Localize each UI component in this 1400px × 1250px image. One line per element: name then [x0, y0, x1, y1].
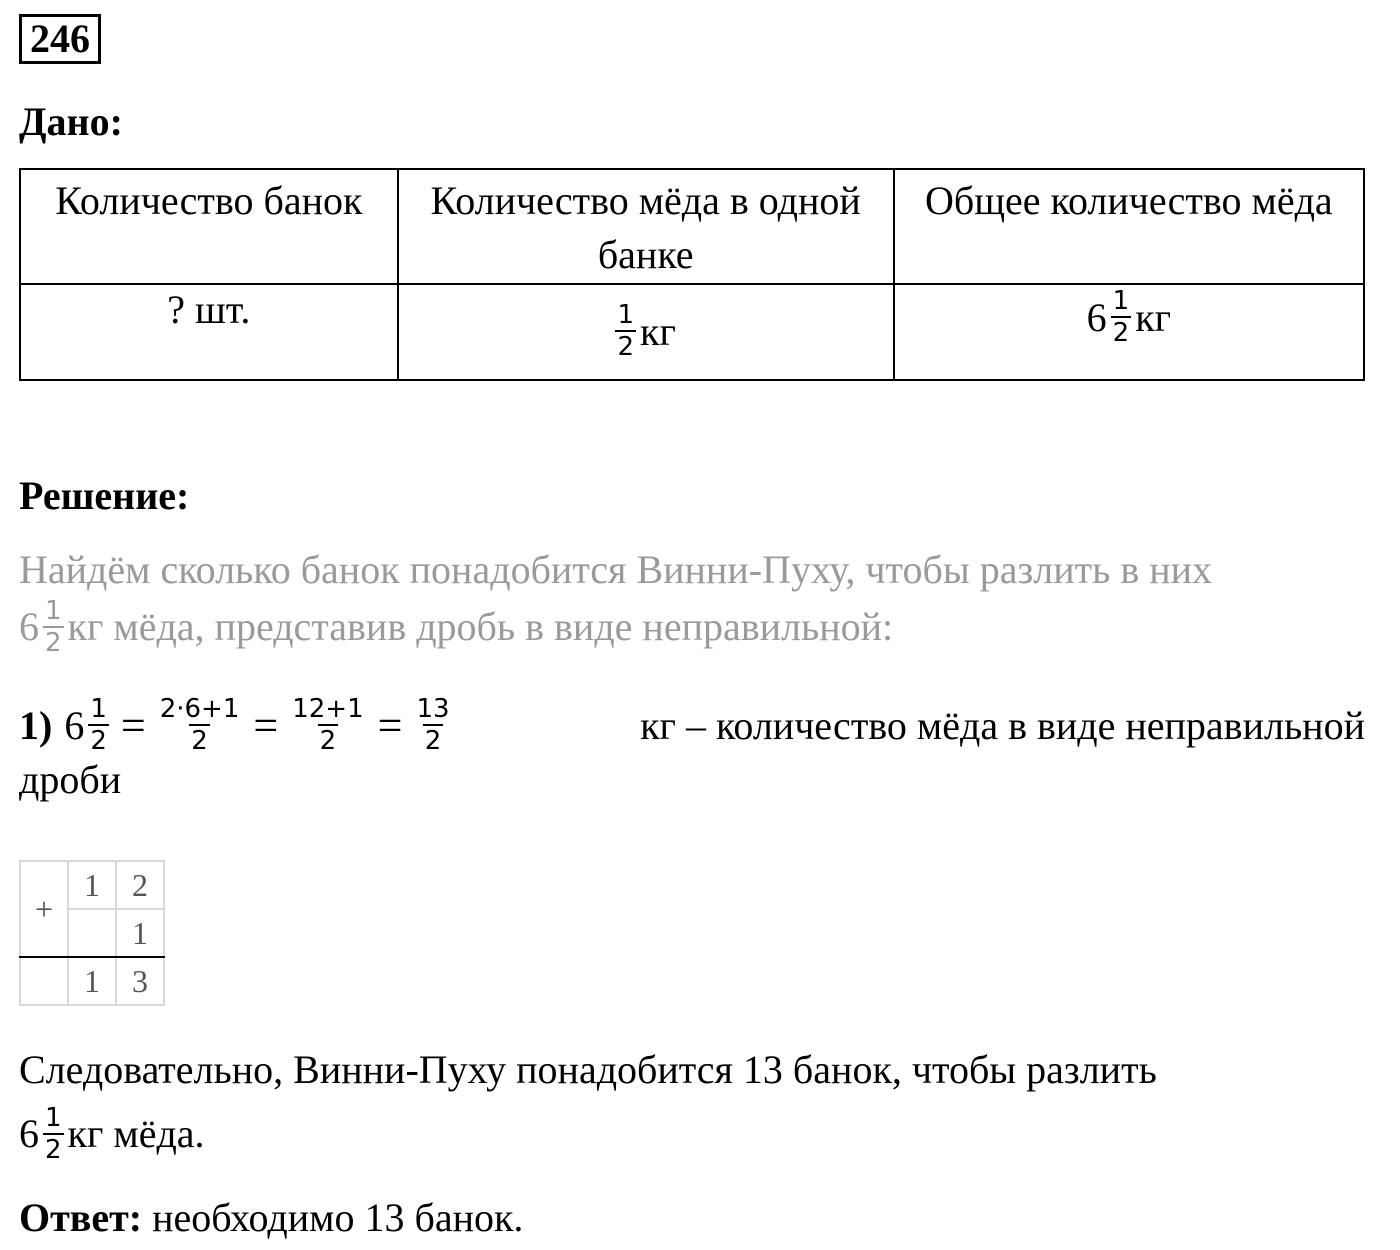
value-total-honey: 6 $\frac{1}{2}$ кг — [894, 284, 1364, 380]
value-honey-per-jar: $\frac{1}{2}$ кг — [398, 284, 894, 380]
fraction: $\frac{13}{2}$ — [416, 694, 450, 756]
column-addition: + 1 2 1 1 3 — [19, 860, 165, 1006]
header-honey-per-jar: Количество мёда в одной банке — [398, 169, 894, 284]
value-jar-count: ? шт. — [20, 284, 398, 380]
fraction: $\frac{1}{2}$ — [617, 300, 635, 362]
fraction: $\frac{12+1}{2}$ — [292, 694, 364, 756]
step-1-description: кг – количество мёда в виде неправильной — [640, 702, 1365, 748]
given-title: Дано: — [19, 99, 123, 144]
fraction: $\frac{1}{2}$ — [90, 694, 107, 756]
answer — [19, 1194, 523, 1241]
step-1-description-end: дроби — [19, 757, 122, 802]
header-total-honey: Общее количество мёда — [894, 169, 1364, 284]
textbook-page — [19, 14, 1365, 1240]
solution-step-1: 1) 6 $\frac{1}{2}$ = $\frac{2\cdot 6+1}{2}$ = $\frac{12+1}{2}$ = $\frac{13}{2}$ кг – количество мёда в виде неправильной дроби — [19, 694, 1365, 802]
answer-label: Ответ: — [19, 1195, 143, 1240]
fraction: $\frac{1}{2}$ — [45, 596, 62, 658]
solution-intro: Найдём сколько банок понадобится Винни-Пуху, чтобы разлить в них 6 $\frac{1}{2}$ кг мёда, представив дробь в виде неправильной: — [19, 547, 1213, 658]
solution-title: Решение: — [19, 473, 190, 518]
header-jar-count: Количество банок — [20, 169, 398, 284]
fraction: $\frac{2\cdot 6+1}{2}$ — [159, 694, 240, 756]
conclusion: Следовательно, Винни-Пуху понадобится 13 банок, чтобы разлить 6 $\frac{1}{2}$ кг мёда. — [19, 1047, 1157, 1165]
answer-text: необходимо 13 банок. — [152, 1195, 524, 1240]
given-table — [19, 168, 1365, 381]
fraction: $\frac{1}{2}$ — [45, 1103, 62, 1165]
task-number: 246 — [19, 14, 101, 64]
plus-sign: + — [20, 861, 68, 957]
fraction: $\frac{1}{2}$ — [1112, 286, 1130, 348]
